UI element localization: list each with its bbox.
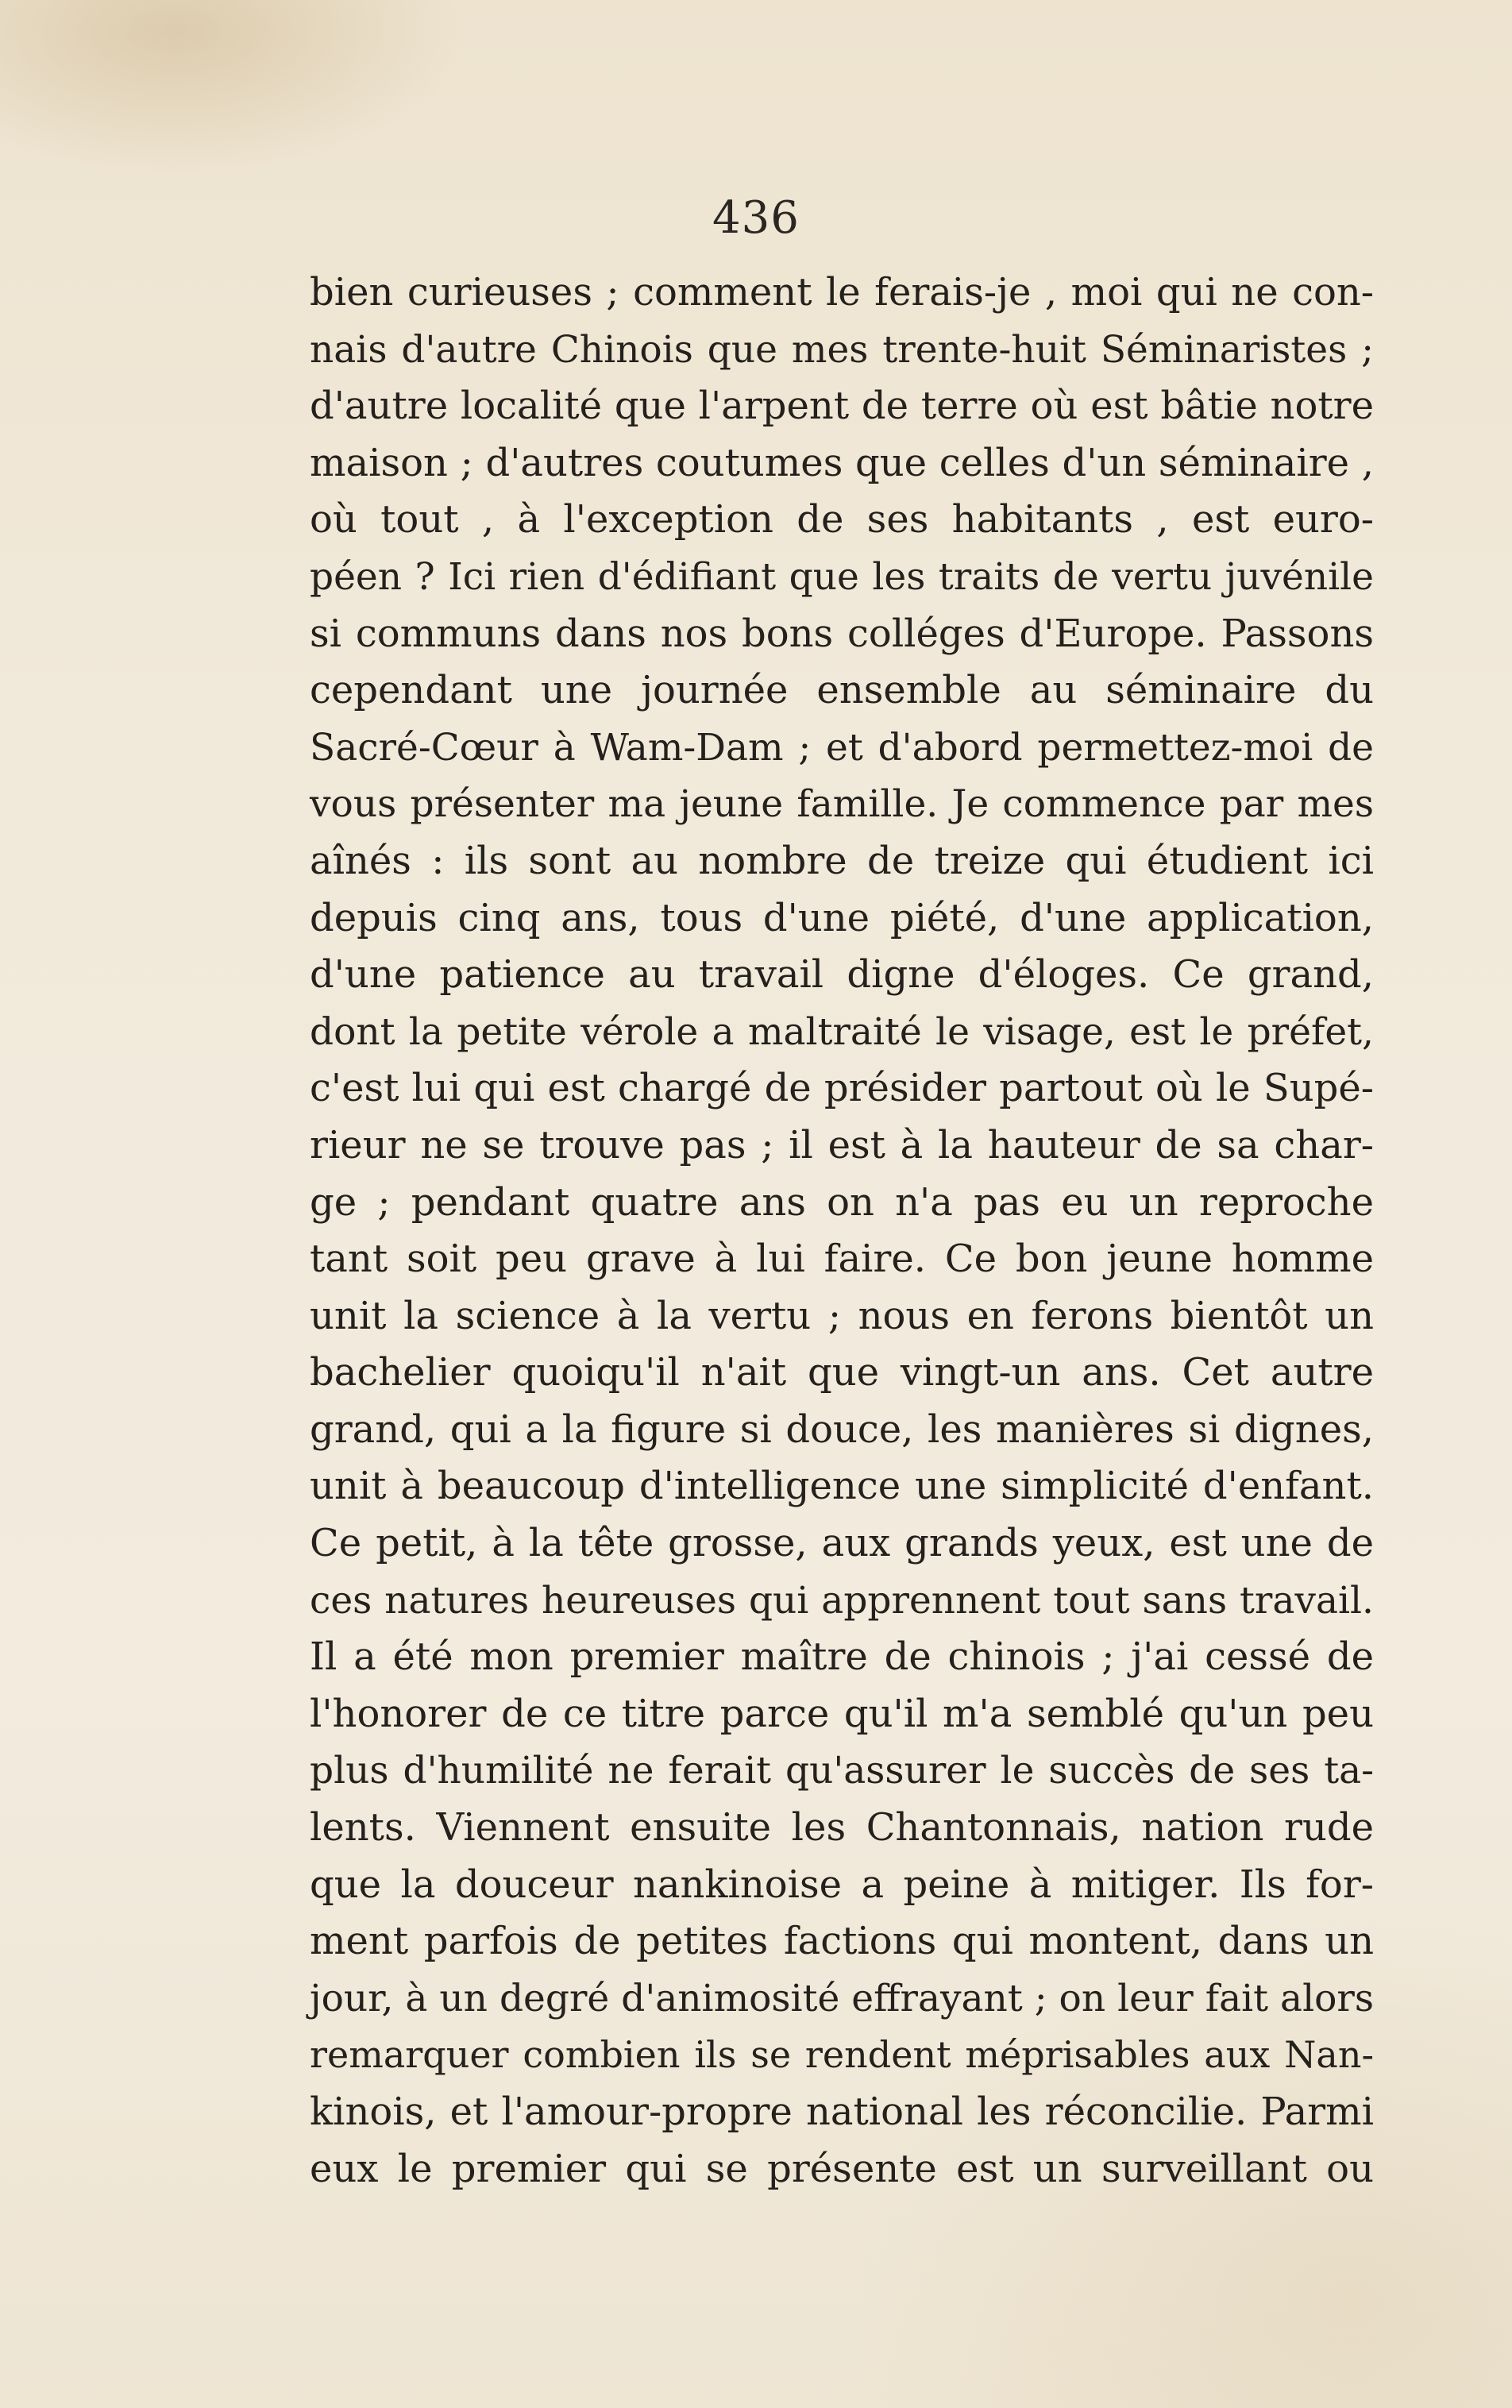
text-line: ge ; pendant quatre ans on n'a pas eu un reproche — [310, 1179, 1374, 1225]
text-line: d'une patience au travail digne d'éloges. Ce grand, — [310, 952, 1374, 998]
body-text — [310, 264, 1374, 2198]
text-line: rieur ne se trouve pas ; il est à la hauteur de sa char- — [310, 1122, 1374, 1167]
text-line: maison ; d'autres coutumes que celles d'un séminaire , — [310, 440, 1374, 485]
text-line: aînés : ils sont au nombre de treize qui étudient ici — [310, 838, 1374, 883]
text-line: l'honorer de ce titre parce qu'il m'a semblé qu'un peu — [310, 1691, 1374, 1736]
text-line: péen ? Ici rien d'édifiant que les traits de vertu juvénile — [310, 554, 1374, 599]
text-line: jour, à un degré d'animosité effrayant ; on leur fait alors — [310, 1976, 1374, 2020]
text-line: remarquer combien ils se rendent méprisables aux Nan- — [310, 2033, 1374, 2077]
text-line: tant soit peu grave à lui faire. Ce bon jeune homme — [310, 1237, 1374, 1282]
text-line: lents. Viennent ensuite les Chantonnais, nation rude — [310, 1805, 1374, 1850]
text-line: si communs dans nos bons colléges d'Europe. Passons — [310, 611, 1374, 656]
text-line: depuis cinq ans, tous d'une piété, d'une application, — [310, 895, 1374, 940]
text-line: Sacré-Cœur à Wam-Dam ; et d'abord permettez-moi de — [310, 725, 1374, 770]
text-line: unit la science à la vertu ; nous en ferons bientôt un — [310, 1293, 1374, 1338]
text-line: eux le premier qui se présente est un surveillant ou — [310, 2146, 1374, 2191]
text-line: ment parfois de petites factions qui montent, dans un — [310, 1919, 1374, 1964]
text-line: bien curieuses ; comment le ferais-je , moi qui ne con- — [310, 270, 1374, 315]
text-line: Ce petit, à la tête grosse, aux grands yeux, est une de — [310, 1521, 1374, 1566]
text-line: grand, qui a la figure si douce, les manières si dignes, — [310, 1407, 1374, 1452]
page-number: 436 — [712, 192, 800, 244]
text-line: que la douceur nankinoise a peine à mitiger. Ils for- — [310, 1862, 1374, 1907]
text-line: c'est lui qui est chargé de présider partout où le Supé- — [310, 1066, 1374, 1111]
text-line: dont la petite vérole a maltraité le visage, est le préfet, — [310, 1009, 1374, 1054]
text-line: unit à beaucoup d'intelligence une simplicité d'enfant. — [310, 1464, 1374, 1509]
text-line: cependant une journée ensemble au séminaire du — [310, 668, 1374, 713]
text-line: kinois, et l'amour-propre national les réconcilie. Parmi — [310, 2090, 1374, 2134]
text-line: bachelier quoiqu'il n'ait que vingt-un ans. Cet autre — [310, 1350, 1374, 1395]
text-line: nais d'autre Chinois que mes trente-huit Séminaristes ; — [310, 327, 1374, 372]
text-line: d'autre localité que l'arpent de terre où est bâtie notre — [310, 384, 1374, 429]
text-line: vous présenter ma jeune famille. Je commence par mes — [310, 782, 1374, 827]
text-line: ces natures heureuses qui apprennent tout sans travail. — [310, 1578, 1374, 1623]
text-line: où tout , à l'exception de ses habitants , est euro- — [310, 497, 1374, 542]
text-line: Il a été mon premier maître de chinois ; j'ai cessé de — [310, 1634, 1374, 1680]
text-line: plus d'humilité ne ferait qu'assurer le succès de ses ta- — [310, 1749, 1374, 1793]
